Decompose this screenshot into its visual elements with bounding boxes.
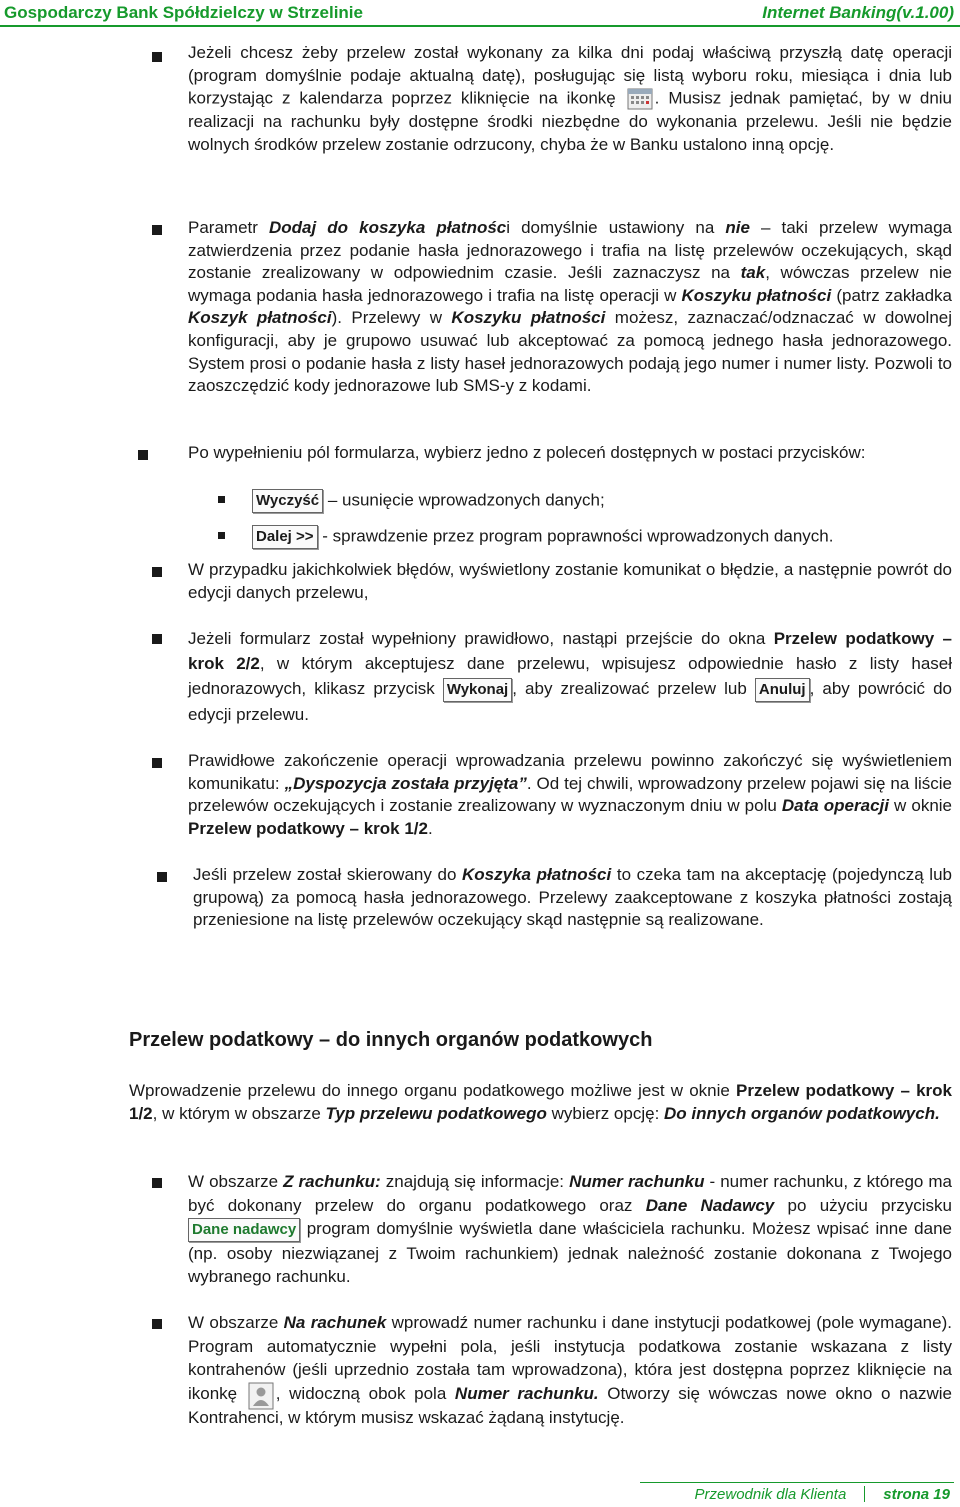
page-number: strona 19 <box>883 1486 950 1503</box>
bullet <box>152 634 162 644</box>
paragraph-date <box>188 42 952 156</box>
text: - sprawdzenie przez program poprawności wprowadzonych danych. <box>317 526 834 546</box>
section-intro: Wprowadzenie przelewu do innego organu podatkowego możliwe jest w oknie Przelew podatkowy – krok 1/2, w którym w obszarze Typ przelewu podatkowego wybierz opcję: Do innych organów podatkowych. <box>129 1081 952 1123</box>
bullet <box>138 450 148 460</box>
section-title: Przelew podatkowy – do innych organów podatkowych <box>129 1029 653 1051</box>
next-button[interactable]: Dalej >> <box>252 525 318 549</box>
text: – usunięcie wprowadzonych danych; <box>327 490 605 510</box>
clear-row <box>252 489 952 513</box>
bullet <box>152 758 162 768</box>
app-version: Internet Banking(v.1.00) <box>762 3 954 22</box>
sub-bullet <box>218 532 225 539</box>
paragraph-buttons: Po wypełnieniu pól formularza, wybierz jedno z poleceń dostępnych w postaci przycisków: <box>188 443 866 462</box>
sender-data-button[interactable]: Dane nadawcy <box>188 1218 300 1242</box>
sub-bullet <box>218 496 225 503</box>
calendar-icon[interactable] <box>627 87 653 111</box>
bank-name: Gospodarczy Bank Spółdzielczy w Strzelinie <box>4 3 363 22</box>
footer-rule <box>640 1482 954 1483</box>
bullet <box>152 1178 162 1188</box>
guide-title: Przewodnik dla Klienta <box>694 1486 847 1503</box>
bullet <box>152 52 162 62</box>
paragraph-errors: W przypadku jakichkolwiek błędów, wyświetlony zostanie komunikat o błędzie, a następnie powrót do edycji danych przelewu, <box>188 560 952 602</box>
page-footer <box>695 1486 950 1503</box>
bullet <box>152 567 162 577</box>
paragraph-success: Prawidłowe zakończenie operacji wprowadzania przelewu powinno zakończyć się wyświetleniem komunikatu: „Dyspozycja została przyjęta”. Od tej chwili, wprowadzony przelew pojawi się na liście przelewów oczekujących i zostanie zrealizowany w wyznaczonym dniu w polu Data operacji w oknie Przelew podatkowy – krok 1/2. <box>188 751 953 838</box>
clear-button[interactable]: Wyczyść <box>252 489 323 513</box>
page-header <box>0 0 960 26</box>
header-rule <box>0 25 960 27</box>
bullet <box>157 872 167 882</box>
text: Jeżeli chcesz żeby przelew został wykonany za kilka dni podaj właściwą przyszłą datę operacji (program domyślnie podaje aktualną datę), posługując się listą wyboru roku, miesiąca i dnia lub korzystając z kalendarza poprzez kliknięcie na ikonkę <box>188 43 952 108</box>
text: . Musisz jednak pamiętać, by w dniu realizacji na rachunku były dostępne środki niezbędne do wykonania przelewu. Jeśli nie będzie wolnych środków przelew zostanie odrzucony, chyba że w Banku ustalono inną opcję. <box>188 88 953 154</box>
paragraph-basket-accept: Jeśli przelew został skierowany do Koszyka płatności to czeka tam na akceptację (pojedynczą lub grupową) za pomocą hasła jednorazowego. Przelewy zaakceptowane z koszyka płatności zostają przeniesione na listę przelewów oczekujący skąd następnie są realizowane. <box>193 865 952 930</box>
paragraph-step2: Jeżeli formularz został wypełniony prawidłowo, nastąpi przejście do okna Przelew podatkowy – krok 2/2, w którym akceptujesz dane przelewu, wpisujesz odpowiednie hasło z listy haseł jednorazowych, klikasz przycisk Wykonaj , aby zrealizować przelew lub Anuluj , aby powrócić do edycji przelewu. <box>188 629 952 724</box>
cancel-button[interactable]: Anuluj <box>755 678 810 702</box>
paragraph-to-account: W obszarze Na rachunek wprowadź numer rachunku i dane instytucji podatkowej (pole wymagane). Program automatycznie wypełni pola, jeśli instytucja podatkowa zostanie wskazana z listy kontrahenów (jeśli uprzednio została tam wprowadzona), która jest dostępna poprzez kliknięcie na ikonkę , widoczną obok pola Numer rachunku. Otworzy się wówczas nowe okno o nazwie Kontrahenci, w którym musisz wskazać żądaną instytucję. <box>188 1313 952 1428</box>
bullet <box>152 1319 162 1329</box>
execute-button[interactable]: Wykonaj <box>443 678 512 702</box>
contacts-icon[interactable] <box>248 1382 274 1406</box>
bullet <box>152 225 162 235</box>
paragraph-from-account: W obszarze Z rachunku: znajdują się informacje: Numer rachunku - numer rachunku, z którego ma być dokonany przelew do organu podatkowego oraz Dane Nadawcy po użyciu przycisku Dane nadawcy program domyślnie wyświetla dane właściciela rachunku. Możesz wpisać inne dane (np. osoby niezwiązanej z Twoim rachunkiem) jednak należność zostanie dokonana z Twojego wybranego rachunku. <box>188 1172 952 1287</box>
paragraph-basket: Parametr Dodaj do koszyka płatności domyślnie ustawiony na nie – taki przelew wymaga zatwierdzenia przez podanie hasła jednorazowego i trafia na listę przelewów oczekujących, skąd zostanie zrealizowany w odpowiednim czasie. Jeśli zaznaczysz na tak, wówczas przelew nie wymaga podania hasła jednorazowego i trafia na listę operacji w Koszyku płatności (patrz zakładka Koszyk płatności). Przelewy w Koszyku płatności możesz, zaznaczać/odznaczać w dowolnej konfiguracji, aby je grupowo usuwać lub akceptować za pomocą jednego hasła jednorazowego. System prosi o podanie hasła z listy haseł jednorazowych podają jego numer i numer listy. Pozwoli to zaoszczędzić kody jednorazowe lub SMS-y z kodami. <box>188 218 953 396</box>
next-row <box>252 525 952 549</box>
